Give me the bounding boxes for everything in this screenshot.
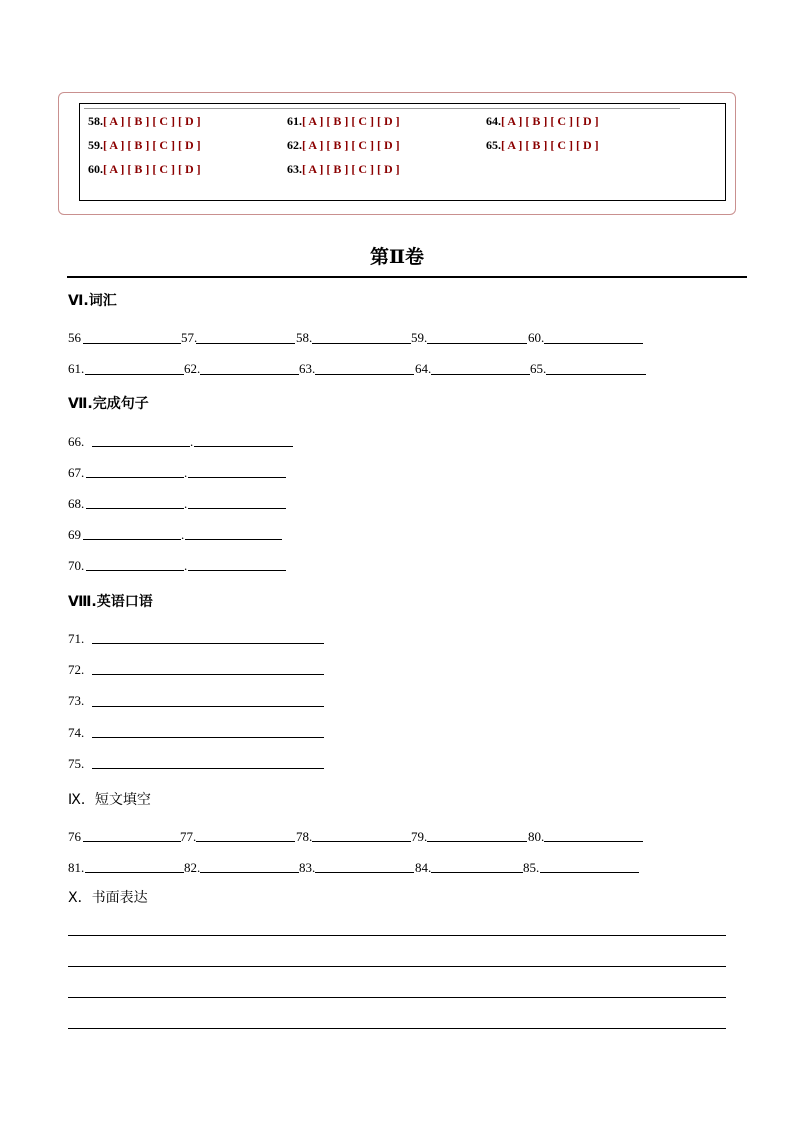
- section-heading-cloze: Ⅸ．短文填空: [68, 792, 151, 808]
- answer-blank[interactable]: [315, 374, 414, 375]
- divider: [84, 108, 680, 109]
- answer-blank[interactable]: [194, 446, 293, 447]
- answer-blank[interactable]: [544, 343, 643, 344]
- section-heading-oral: Ⅷ.英语口语: [68, 594, 153, 610]
- answer-blank[interactable]: [188, 570, 286, 571]
- answer-blank[interactable]: [196, 343, 295, 344]
- blank-separator: .: [184, 558, 188, 573]
- writing-line[interactable]: [68, 966, 726, 967]
- answer-blank[interactable]: [312, 343, 411, 344]
- section-heading-sentences: Ⅶ.完成句子: [68, 396, 149, 412]
- question-label: 68.: [68, 496, 85, 511]
- question-label: 81.: [68, 860, 85, 875]
- question-label: 57.: [181, 330, 198, 345]
- answer-blank[interactable]: [85, 872, 184, 873]
- answer-blank[interactable]: [427, 343, 527, 344]
- answer-blank[interactable]: [315, 872, 414, 873]
- answer-blank[interactable]: [92, 674, 324, 675]
- question-label: 62.: [184, 361, 201, 376]
- writing-line[interactable]: [68, 935, 726, 936]
- answer-blank[interactable]: [92, 706, 324, 707]
- answer-option-60[interactable]: 60.[ A ] [ B ] [ C ] [ D ]: [88, 162, 201, 176]
- answer-blank[interactable]: [200, 374, 299, 375]
- answer-blank[interactable]: [83, 841, 181, 842]
- answer-blank[interactable]: [546, 374, 646, 375]
- answer-blank[interactable]: [188, 477, 286, 478]
- answer-blank[interactable]: [85, 374, 184, 375]
- question-label: 60.: [528, 330, 545, 345]
- answer-blank[interactable]: [188, 508, 286, 509]
- answer-blank[interactable]: [312, 841, 411, 842]
- question-label: 74.: [68, 725, 85, 740]
- question-label: 71.: [68, 631, 85, 646]
- question-label: 83.: [299, 860, 316, 875]
- question-label: 70.: [68, 558, 85, 573]
- writing-line[interactable]: [68, 997, 726, 998]
- answer-blank[interactable]: [92, 737, 324, 738]
- question-label: 59.: [411, 330, 428, 345]
- answer-blank[interactable]: [196, 841, 295, 842]
- question-label: 64.: [415, 361, 432, 376]
- question-label: 82.: [184, 860, 201, 875]
- answer-blank[interactable]: [92, 768, 324, 769]
- question-label: 80.: [528, 829, 545, 844]
- answer-blank[interactable]: [431, 872, 523, 873]
- title-rule: [67, 276, 747, 278]
- answer-blank[interactable]: [86, 508, 184, 509]
- writing-line[interactable]: [68, 1028, 726, 1029]
- question-label: 72.: [68, 662, 85, 677]
- question-label: 66.: [68, 434, 85, 449]
- question-label: 69: [68, 527, 81, 542]
- answer-blank[interactable]: [92, 446, 190, 447]
- answer-blank[interactable]: [431, 374, 530, 375]
- answer-card: [58, 92, 736, 215]
- question-label: 73.: [68, 693, 85, 708]
- question-label: 56: [68, 330, 81, 345]
- answer-option-58[interactable]: 58.[ A ] [ B ] [ C ] [ D ]: [88, 114, 201, 128]
- question-label: 77.: [180, 829, 197, 844]
- answer-option-62[interactable]: 62.[ A ] [ B ] [ C ] [ D ]: [287, 138, 400, 152]
- question-label: 65.: [530, 361, 547, 376]
- question-label: 63.: [299, 361, 316, 376]
- question-label: 84.: [415, 860, 432, 875]
- answer-blank[interactable]: [86, 477, 184, 478]
- answer-blank[interactable]: [540, 872, 639, 873]
- answer-blank[interactable]: [92, 643, 324, 644]
- answer-option-63[interactable]: 63.[ A ] [ B ] [ C ] [ D ]: [287, 162, 400, 176]
- question-label: 75.: [68, 756, 85, 771]
- answer-blank[interactable]: [200, 872, 299, 873]
- question-label: 76: [68, 829, 81, 844]
- blank-separator: .: [184, 465, 188, 480]
- blank-separator: .: [184, 496, 188, 511]
- answer-option-65[interactable]: 65.[ A ] [ B ] [ C ] [ D ]: [486, 138, 599, 152]
- answer-blank[interactable]: [83, 539, 181, 540]
- answer-blank[interactable]: [427, 841, 527, 842]
- blank-separator: .: [190, 434, 194, 449]
- blank-separator: .: [181, 527, 185, 542]
- question-label: 78.: [296, 829, 313, 844]
- section-heading-writing: Ⅹ．书面表达: [68, 890, 148, 906]
- section-heading-vocab: Ⅵ.词汇: [68, 293, 117, 309]
- page-title: 第Ⅱ卷: [369, 246, 424, 268]
- answer-blank[interactable]: [544, 841, 643, 842]
- answer-blank[interactable]: [86, 570, 184, 571]
- answer-option-64[interactable]: 64.[ A ] [ B ] [ C ] [ D ]: [486, 114, 599, 128]
- question-label: 61.: [68, 361, 85, 376]
- question-label: 85.: [523, 860, 540, 875]
- question-label: 67.: [68, 465, 85, 480]
- answer-option-61[interactable]: 61.[ A ] [ B ] [ C ] [ D ]: [287, 114, 400, 128]
- question-label: 79.: [411, 829, 428, 844]
- question-label: 58.: [296, 330, 313, 345]
- answer-blank[interactable]: [83, 343, 181, 344]
- answer-option-59[interactable]: 59.[ A ] [ B ] [ C ] [ D ]: [88, 138, 201, 152]
- answer-blank[interactable]: [185, 539, 282, 540]
